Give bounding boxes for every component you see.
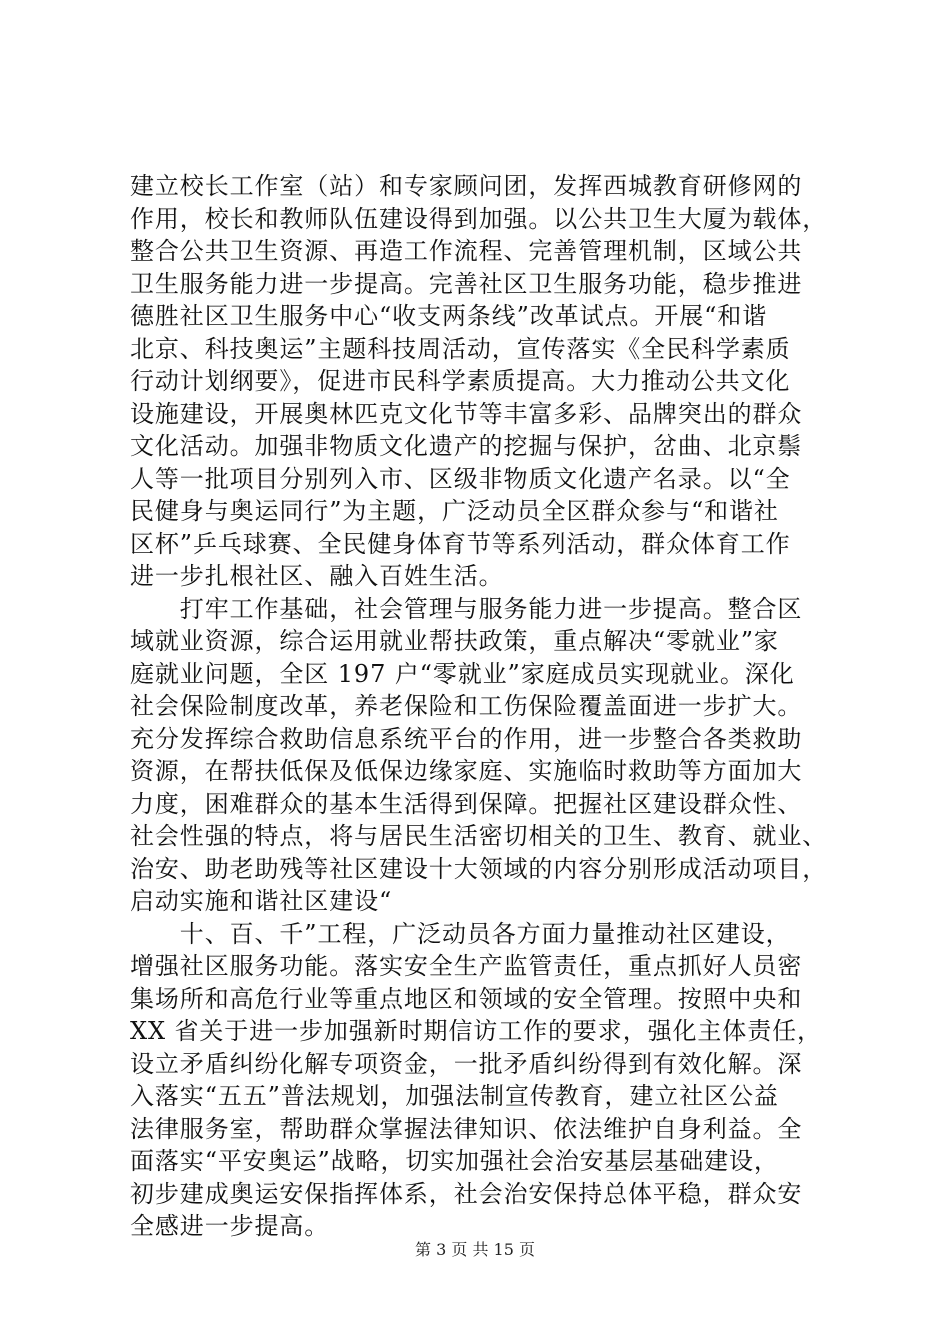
text-line: 作用，校长和教师队伍建设得到加强。以公共卫生大厦为载体， [130,204,828,233]
page-number-footer: 第 3 页 共 15 页 [415,1240,535,1259]
text-line: 人等一批项目分别列入市、区级非物质文化遗产名录。以“全 [130,464,791,493]
text-line: 增强社区服务功能。落实安全生产监管责任，重点抓好人员密 [130,952,803,980]
text-line: 面落实“平安奥运”战略，切实加强社会治安基层基础建设， [130,1147,779,1175]
text-line: 充分发挥综合救助信息系统平台的作用，进一步整合各类救助 [130,724,803,753]
text-line: 文化活动。加强非物质文化遗产的挖掘与保护，岔曲、北京鬃 [130,432,803,460]
text-line: 治安、助老助残等社区建设十大领域的内容分别形成活动项目， [130,854,828,883]
text-line: 全感进一步提高。 [130,1212,330,1240]
paragraph-start-line: 十、百、千”工程，广泛动员各方面力量推动社区建设， [130,919,791,948]
text-line: 设立矛盾纠纷化解专项资金，一批矛盾纠纷得到有效化解。深 [130,1049,803,1078]
text-line: 法律服务室，帮助群众掌握法律知识、依法维护自身利益。全 [130,1114,803,1143]
text-line: 民健身与奥运同行”为主题，广泛动员全区群众参与“和谐社 [130,497,779,525]
text-line: 力度，困难群众的基本生活得到保障。把握社区建设群众性、 [130,789,803,818]
text-line: 卫生服务能力进一步提高。完善社区卫生服务功能，稳步推进 [130,269,803,298]
text-line: 建立校长工作室（站）和专家顾问团，发挥西城教育研修网的 [130,172,803,200]
text-line: 资源，在帮扶低保及低保边缘家庭、实施临时救助等方面加大 [130,757,803,785]
text-line: 德胜社区卫生服务中心“收支两条线”改革试点。开展“和谐 [130,302,768,330]
text-line: 集场所和高危行业等重点地区和领域的安全管理。按照中央和 [130,984,803,1013]
text-line: 设施建设，开展奥林匹克文化节等丰富多彩、品牌突出的群众 [130,399,803,428]
text-line: 社会保险制度改革，养老保险和工伤保险覆盖面进一步扩大。 [130,692,803,720]
text-line: XX 省关于进一步加强新时期信访工作的要求，强化主体责任， [130,1017,822,1045]
text-line: 进一步扎根社区、融入百姓生活。 [130,562,504,590]
text-line: 整合公共卫生资源、再造工作流程、完善管理机制，区域公共 [130,237,803,265]
text-line: 社会性强的特点，将与居民生活密切相关的卫生、教育、就业、 [130,822,828,850]
paragraph-start-line: 打牢工作基础，社会管理与服务能力进一步提高。整合区 [130,594,803,623]
text-line: 启动实施和谐社区建设“ [130,887,393,915]
body-text [130,170,830,1243]
text-line: 入落实“五五”普法规划，加强法制宣传教育，建立社区公益 [130,1082,779,1110]
text-line: 北京、科技奥运”主题科技周活动，宣传落实《全民科学素质 [130,334,791,363]
text-line: 域就业资源，综合运用就业帮扶政策，重点解决“零就业”家 [130,627,779,655]
text-line: 行动计划纲要》，促进市民科学素质提高。大力推动公共文化 [130,367,791,395]
text-line: 区杯”乒乓球赛、全民健身体育节等系列活动，群众体育工作 [130,529,791,558]
text-line: 庭就业问题，全区 197 户“零就业”家庭成员实现就业。深化 [130,659,795,688]
text-line: 初步建成奥运安保指挥体系，社会治安保持总体平稳，群众安 [130,1179,803,1208]
